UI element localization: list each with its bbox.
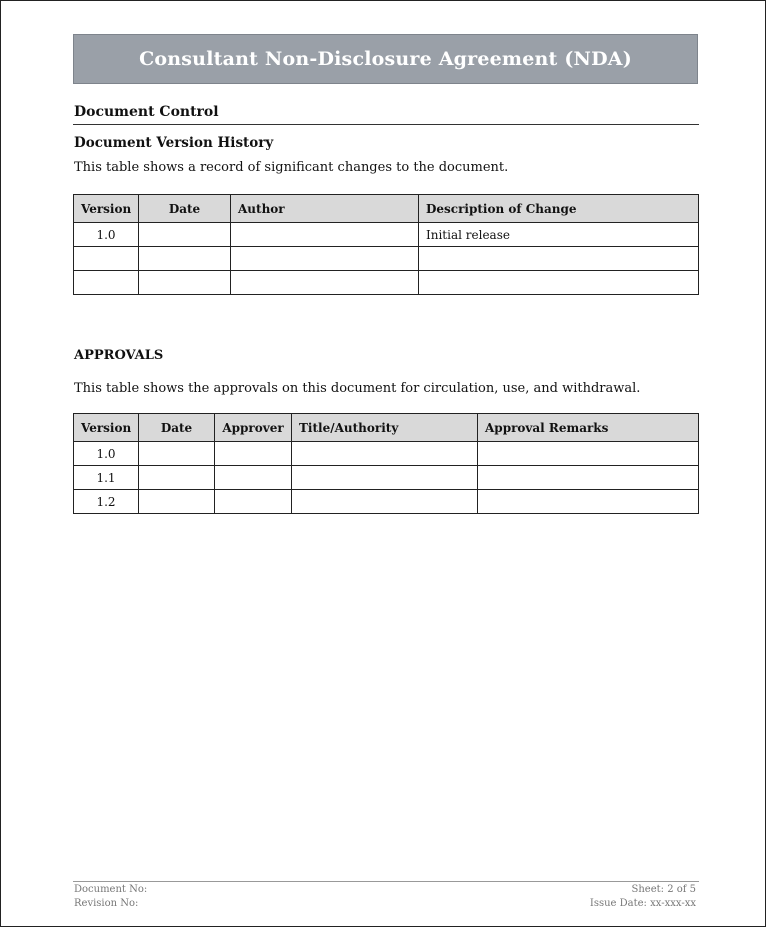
column-header-author: Author bbox=[231, 195, 419, 223]
version-history-description: This table shows a record of significant changes to the document. bbox=[74, 160, 509, 175]
title-banner bbox=[73, 34, 698, 84]
table-row bbox=[74, 442, 699, 466]
table-cell[interactable] bbox=[478, 442, 699, 466]
table-row bbox=[74, 247, 699, 271]
table-cell[interactable] bbox=[139, 490, 215, 514]
table-cell[interactable] bbox=[139, 442, 215, 466]
table-cell[interactable] bbox=[231, 247, 419, 271]
table-row bbox=[74, 271, 699, 295]
version-history-heading: Document Version History bbox=[74, 135, 274, 151]
table-cell[interactable] bbox=[139, 271, 231, 295]
table-header-row bbox=[74, 414, 699, 442]
column-header-version: Version bbox=[74, 414, 139, 442]
table-cell[interactable] bbox=[139, 223, 231, 247]
table-cell[interactable] bbox=[292, 442, 478, 466]
column-header-date: Date bbox=[139, 195, 231, 223]
table-cell[interactable]: Initial release bbox=[419, 223, 699, 247]
table-row bbox=[74, 490, 699, 514]
table-cell[interactable] bbox=[231, 271, 419, 295]
document-title: Consultant Non-Disclosure Agreement (NDA) bbox=[139, 48, 632, 70]
table-cell[interactable]: 1.0 bbox=[74, 442, 139, 466]
approvals-description: This table shows the approvals on this document for circulation, use, and withdrawal. bbox=[74, 381, 641, 396]
table-cell[interactable]: 1.1 bbox=[74, 466, 139, 490]
approvals-table bbox=[73, 413, 699, 514]
table-cell[interactable]: 1.0 bbox=[74, 223, 139, 247]
column-header-approver: Approver bbox=[215, 414, 292, 442]
footer-divider bbox=[73, 881, 699, 882]
table-cell[interactable] bbox=[478, 490, 699, 514]
footer-document-no: Document No: bbox=[74, 884, 148, 895]
table-cell[interactable] bbox=[292, 466, 478, 490]
column-header-description: Description of Change bbox=[419, 195, 699, 223]
table-row bbox=[74, 223, 699, 247]
table-cell[interactable]: 1.2 bbox=[74, 490, 139, 514]
table-cell[interactable] bbox=[231, 223, 419, 247]
table-row bbox=[74, 466, 699, 490]
approvals-heading: APPROVALS bbox=[74, 348, 164, 363]
table-cell[interactable] bbox=[74, 247, 139, 271]
table-cell[interactable] bbox=[215, 466, 292, 490]
table-cell[interactable] bbox=[215, 442, 292, 466]
footer-sheet-number: Sheet: 2 of 5 bbox=[631, 884, 696, 895]
column-header-version: Version bbox=[74, 195, 139, 223]
table-cell[interactable] bbox=[292, 490, 478, 514]
table-cell[interactable] bbox=[478, 466, 699, 490]
footer-issue-date: Issue Date: xx-xxx-xx bbox=[589, 898, 696, 909]
column-header-date: Date bbox=[139, 414, 215, 442]
footer-revision-no: Revision No: bbox=[74, 898, 139, 909]
table-header-row bbox=[74, 195, 699, 223]
column-header-approval-remarks: Approval Remarks bbox=[478, 414, 699, 442]
version-history-table bbox=[73, 194, 699, 295]
table-cell[interactable] bbox=[419, 271, 699, 295]
table-cell[interactable] bbox=[215, 490, 292, 514]
table-cell[interactable] bbox=[419, 247, 699, 271]
table-cell[interactable] bbox=[139, 247, 231, 271]
table-cell[interactable] bbox=[139, 466, 215, 490]
document-control-heading: Document Control bbox=[74, 104, 219, 120]
column-header-title-authority: Title/Authority bbox=[292, 414, 478, 442]
heading-divider bbox=[73, 124, 699, 125]
table-cell[interactable] bbox=[74, 271, 139, 295]
